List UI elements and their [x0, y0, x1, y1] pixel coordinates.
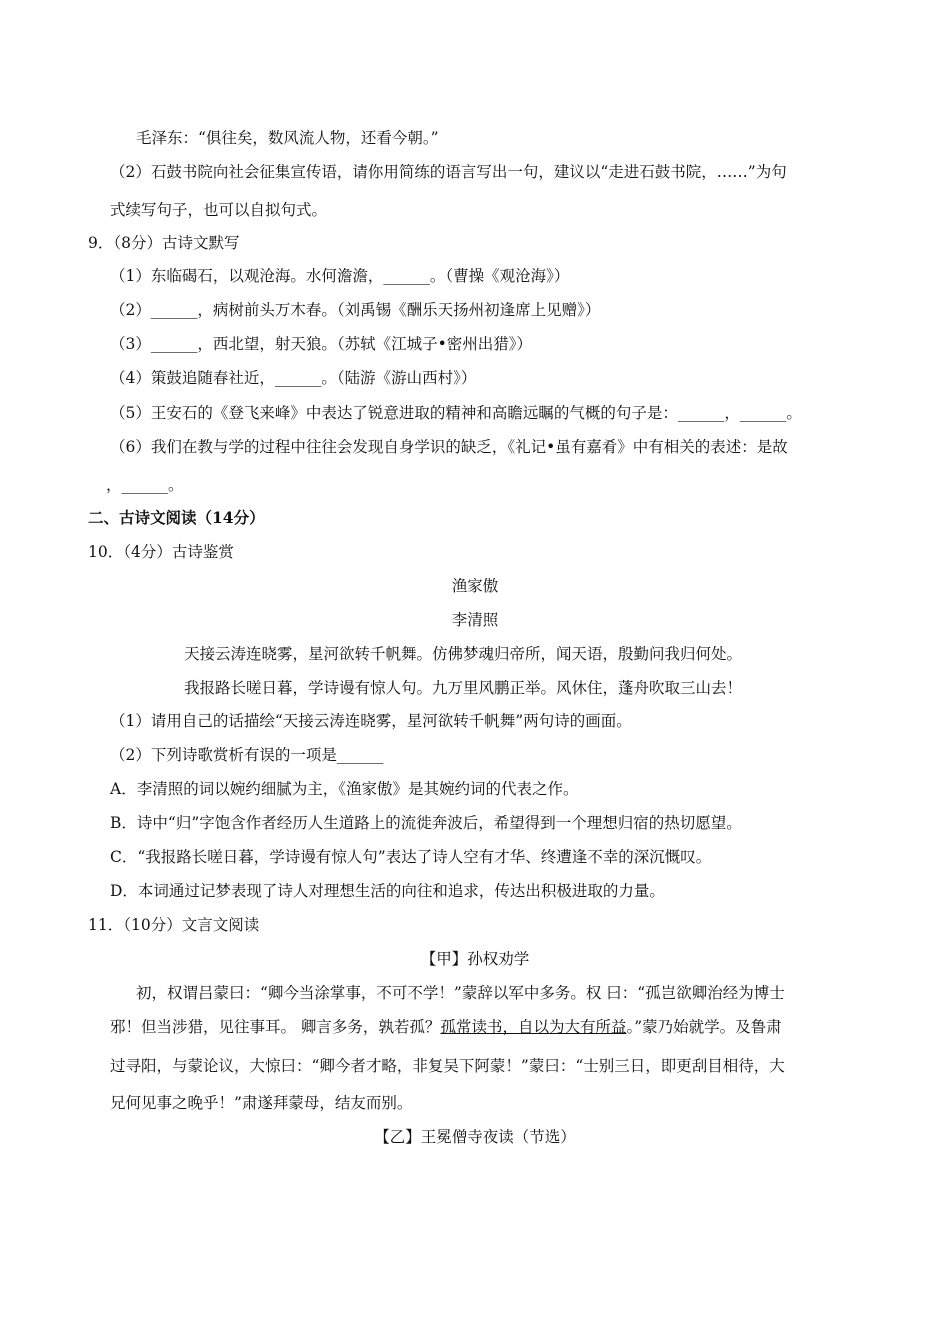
q9-item-5: （5）王安石的《登飞来峰》中表达了锐意进取的精神和高瞻远瞩的气概的句子是：______，______。 — [110, 404, 802, 422]
passage-a-line-2-start: 邪！但当涉猎，见往事耳。 卿言多务，孰若孤？ — [110, 1018, 441, 1036]
underlined-sentence: 孤常读书，自以为大有所益 — [440, 1018, 627, 1036]
passage-b-title: 【乙】王冕僧寺夜读（节选） — [374, 1128, 576, 1146]
passage-a-line-3: 过寻阳，与蒙论议，大惊曰：“卿今者才略，非复吴下阿蒙！”蒙曰：“士别三日，即更刮目相待，大 — [110, 1057, 785, 1075]
q8-part2-line1: （2）石鼓书院向社会征集宣传语，请你用简练的语言写出一句，建议以“走进石鼓书院，……”为句 — [110, 163, 787, 181]
passage-a-line-1: 初，权谓吕蒙曰：“卿今当涂掌事，不可不学！”蒙辞以军中多务。权 曰：“孤岂欲卿治经为博士 — [136, 984, 785, 1002]
q10-option-d: D．本词通过记梦表现了诗人对理想生活的向往和追求，传达出积极进取的力量。 — [110, 882, 665, 900]
q10-option-c: C．“我报路长嗟日暮，学诗谩有惊人句”表达了诗人空有才华、终遭逢不幸的深沉慨叹。 — [110, 848, 712, 866]
q9-title: 9．（8分）古诗文默写 — [88, 234, 240, 252]
q8-part2-line2: 式续写句子，也可以自拟句式。 — [110, 201, 328, 219]
poem-title: 渔家傲 — [451, 577, 499, 595]
q10-title: 10．（4分）古诗鉴赏 — [88, 543, 234, 561]
q9-item-1: （1）东临碣石，以观沧海。水何澹澹，______。（曹操《观沧海》） — [110, 267, 570, 285]
q10-option-a: A．李清照的词以婉约细腻为主，《渔家傲》是其婉约词的代表之作。 — [110, 780, 579, 798]
q10-sub-2: （2）下列诗歌赏析有误的一项是______ — [110, 746, 384, 764]
passage-a-title: 【甲】孙权劝学 — [420, 950, 530, 968]
passage-a-line-2-end: 。”蒙乃始就学。及鲁肃 — [626, 1018, 782, 1036]
q11-title: 11．（10分）文言文阅读 — [88, 916, 260, 934]
poem-author: 李清照 — [451, 611, 499, 629]
passage-a-line-2 — [110, 1017, 782, 1037]
q10-option-b: B．诗中“归”字饱含作者经历人生道路上的流徙奔波后，希望得到一个理想归宿的热切愿望。 — [110, 814, 742, 832]
section-2-heading: 二、古诗文阅读（14分） — [88, 508, 265, 527]
q9-item-3: （3）______，西北望，射天狼。（苏轼《江城子•密州出猎》） — [110, 335, 533, 353]
passage-a-line-4: 兄何见事之晚乎！”肃遂拜蒙母，结友而别。 — [110, 1094, 413, 1112]
poem-line-2: 我报路长嗟日暮，学诗谩有惊人句。九万里风鹏正举。风休住，蓬舟吹取三山去！ — [184, 679, 743, 697]
q9-item-4: （4）策鼓追随春社近，______。（陆游《游山西村》） — [110, 369, 477, 387]
q10-sub-1: （1）请用自己的话描绘“天接云涛连晓雾，星河欲转千帆舞”两句诗的画面。 — [110, 712, 632, 730]
q9-item-6: （6）我们在教与学的过程中往往会发现自身学识的缺乏，《礼记•虽有嘉肴》中有相关的表述：是故 — [110, 438, 788, 456]
q9-item-2: （2）______，病树前头万木春。（刘禹锡《酬乐天扬州初逢席上见赠》） — [110, 301, 601, 319]
poem-line-1: 天接云涛连晓雾，星河欲转千帆舞。仿佛梦魂归帝所，闻天语，殷勤问我归何处。 — [184, 645, 743, 663]
mao-quote: 毛泽东：“俱往矣，数风流人物，还看今朝。” — [136, 129, 439, 147]
q9-item-6-cont: ，______。 — [106, 476, 184, 494]
